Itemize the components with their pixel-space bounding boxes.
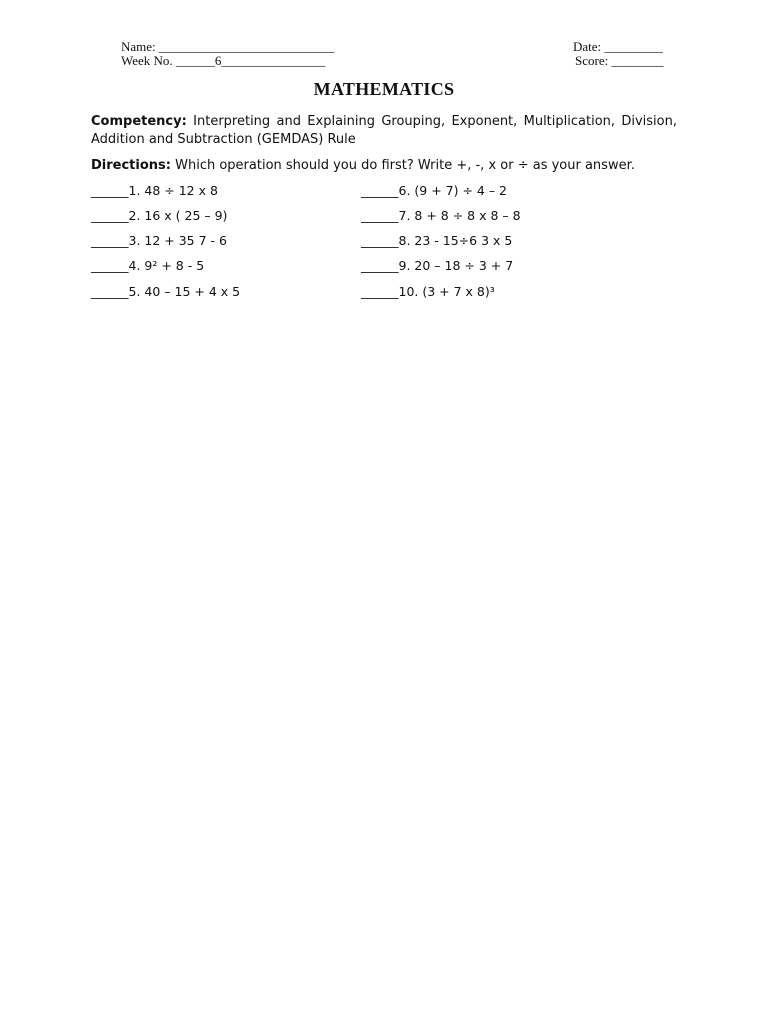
score-field: Score: ________ (575, 53, 664, 68)
problem-item: ______6. (9 + 7) ÷ 4 – 2 (361, 183, 508, 198)
directions-label: Directions: (91, 158, 171, 173)
problem-item: ______5. 40 – 15 + 4 x 5 (91, 284, 241, 299)
competency-text: Interpreting and Explaining Grouping, Exponent, Multiplication, Division, Addition and Subtraction (GEMDAS) Rule (91, 114, 677, 147)
problem-item: ______10. (3 + 7 x 8)³ (361, 284, 495, 299)
problem-item: ______2. 16 x ( 25 – 9) (91, 208, 228, 223)
competency-paragraph (91, 113, 677, 149)
directions-paragraph (91, 157, 635, 175)
problem-item: ______8. 23 - 15÷6 3 x 5 (361, 233, 513, 248)
name-field: Name: ___________________________ (121, 39, 335, 54)
problem-item: ______9. 20 – 18 ÷ 3 + 7 (361, 258, 514, 273)
problem-item: ______4. 9² + 8 - 5 (91, 258, 205, 273)
date-field: Date: _________ (573, 39, 663, 54)
problem-item: ______3. 12 + 35 7 - 6 (91, 233, 227, 248)
competency-label: Competency: (91, 114, 187, 129)
week-field: Week No. ______6________________ (121, 53, 326, 68)
problem-item: ______7. 8 + 8 ÷ 8 x 8 – 8 (361, 208, 521, 223)
directions-text: Which operation should you do first? Write +, -, x or ÷ as your answer. (170, 158, 635, 173)
problem-item: ______1. 48 ÷ 12 x 8 (91, 183, 218, 198)
page-title: MATHEMATICS (313, 79, 455, 99)
